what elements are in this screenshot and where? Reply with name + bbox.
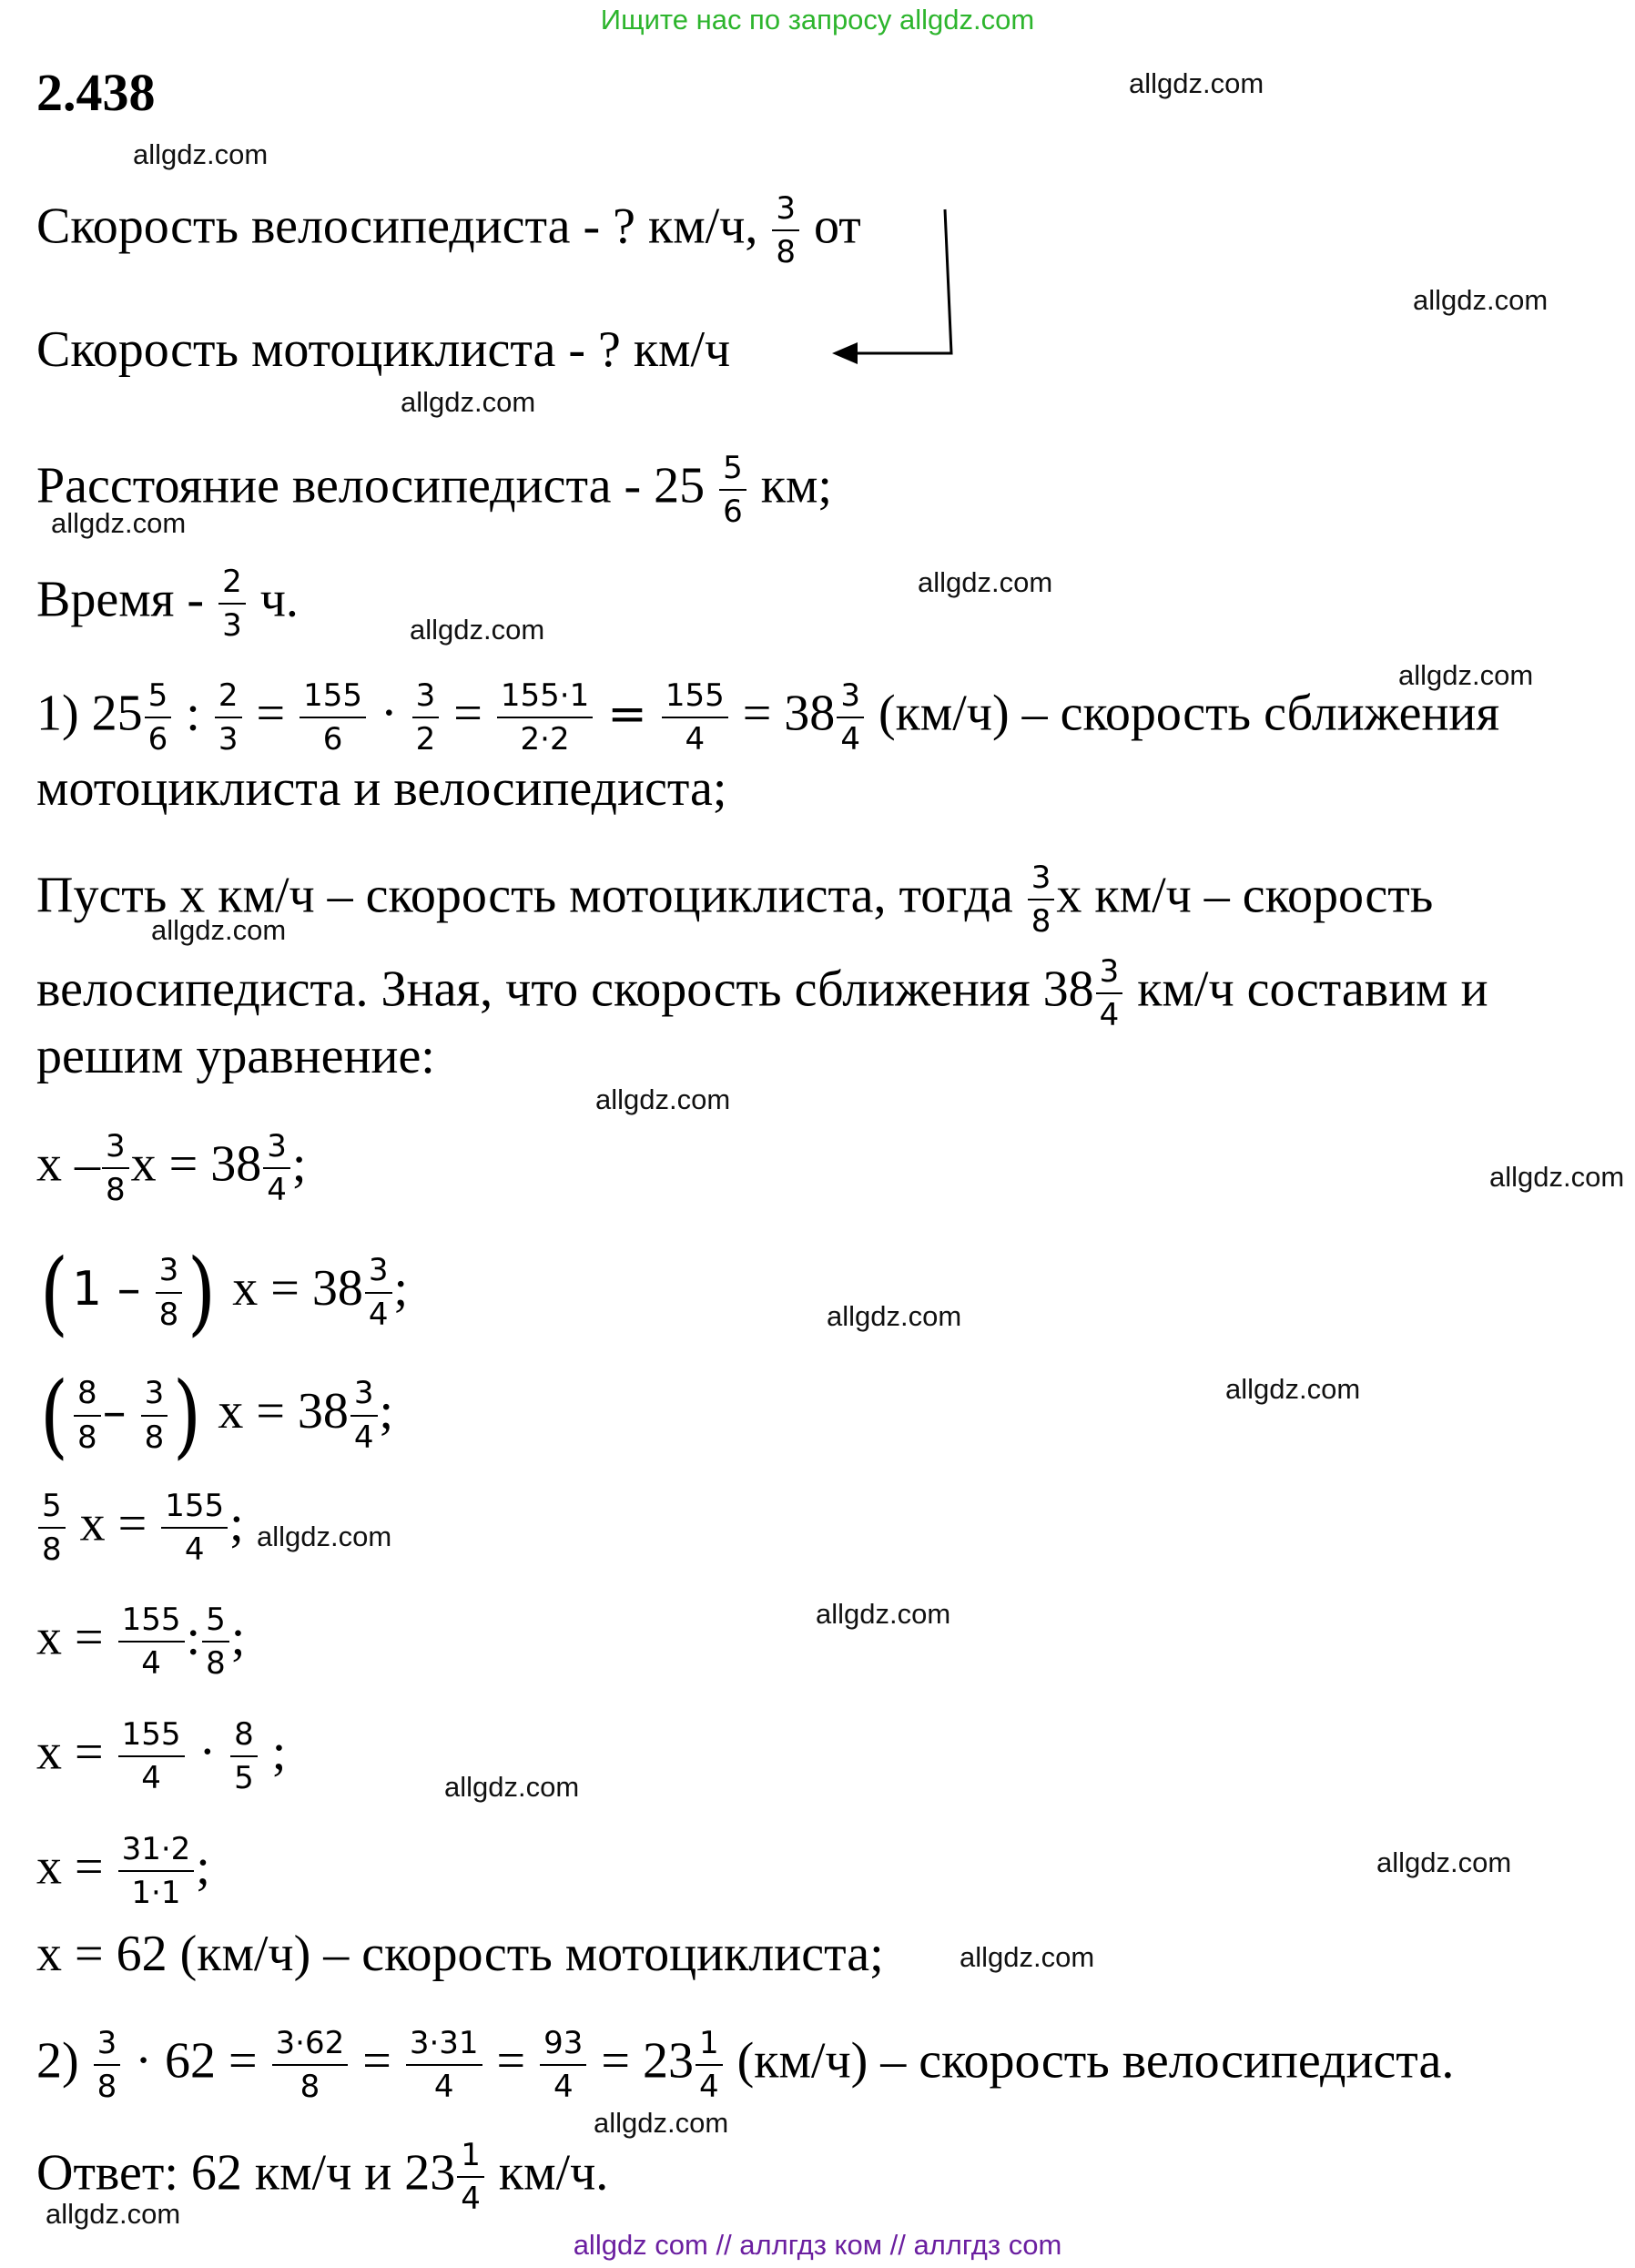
watermark: allgdz.com: [51, 507, 187, 539]
equation-4: $\frac{5}{8}$ x = $\frac{155}{4}$ ;: [36, 1489, 244, 1568]
given-distance: Расстояние велосипедиста - 25 $\frac{5}{6}$ км;: [36, 450, 832, 531]
watermark: allgdz.com: [594, 2107, 729, 2139]
watermark: allgdz.com: [133, 138, 269, 170]
para-line1: Пусть x км/ч – скорость мотоциклиста, тогда $\frac{3}{8}$ x км/ч – скорость: [36, 859, 1434, 941]
para-line2: велосипедиста. Зная, что скорость сближения 38 $\frac{3}{4}$ км/ч составим и: [36, 953, 1488, 1034]
equation-6: x = $\frac{155}{4}$ · $\frac{8}{5}$ ;: [36, 1716, 287, 1797]
fraction-5-6: $\frac{5}{6}$: [719, 451, 746, 530]
equation-2: (1 – $\frac{3}{8}$ ) x = 38 $\frac{3}{4}$ ;: [39, 1239, 409, 1346]
watermark: allgdz.com: [1129, 67, 1264, 99]
given-cyclist-speed: Скорость велосипедиста - ? км/ч, $\frac{3}{8}$ от: [36, 190, 861, 271]
equation-7: x = $\frac{31\cdot 2}{1\cdot 1}$ ;: [36, 1831, 210, 1912]
bottom-banner[interactable]: allgdz com // аллгдз ком // аллгдз com: [573, 2229, 1062, 2261]
watermark: allgdz.com: [1398, 659, 1534, 691]
watermark: allgdz.com: [1376, 1846, 1512, 1878]
problem-number: 2.438: [36, 63, 156, 122]
given-moto-speed: Скорость мотоциклиста - ? км/ч: [36, 321, 731, 378]
watermark: allgdz.com: [46, 2198, 181, 2230]
watermark: allgdz.com: [816, 1598, 951, 1630]
fraction-2-3: $\frac{2}{3}$: [218, 564, 246, 644]
arrow-icon: [819, 200, 965, 373]
watermark: allgdz.com: [401, 386, 536, 418]
step1-line: 1) 25 $\frac{5}{6}$ : $\frac{2}{3}$ = $\frac{155}{6}$ · $\frac{3}{2}$ = $\frac{155\cdot 1}{2\cdot 2}$ = $\frac{155}{4}$ = 38 $\frac{3}{4}$ (км/ч) – скорость сближения: [36, 677, 1500, 758]
watermark: allgdz.com: [1413, 284, 1549, 316]
equation-1: x – $\frac{3}{8}$ x = 38 $\frac{3}{4}$ ;: [36, 1128, 307, 1209]
watermark: allgdz.com: [918, 566, 1053, 598]
top-banner[interactable]: Ищите нас по запросу allgdz.com: [600, 4, 1035, 36]
watermark: allgdz.com: [960, 1941, 1095, 1973]
watermark: allgdz.com: [1489, 1161, 1625, 1193]
para-line3: решим уравнение:: [36, 1028, 435, 1084]
step1-line2: мотоциклиста и велосипедиста;: [36, 760, 727, 817]
watermark: allgdz.com: [151, 914, 287, 946]
watermark: allgdz.com: [410, 614, 545, 646]
watermark: allgdz.com: [444, 1771, 580, 1803]
answer-line: Ответ: 62 км/ч и 23 $\frac{1}{4}$ км/ч.: [36, 2137, 609, 2218]
watermark: allgdz.com: [1225, 1373, 1361, 1405]
equation-3: ( $\frac{8}{8}$ – $\frac{3}{8}$ ) x = 38 $\frac{3}{4}$ ;: [39, 1362, 394, 1469]
given-time: Время - $\frac{2}{3}$ ч.: [36, 564, 299, 645]
step2-line: 2) $\frac{3}{8}$ · 62 = $\frac{3\cdot 62}{8}$ = $\frac{3\cdot 31}{4}$ = $\frac{93}{4}$ = 23 $\frac{1}{4}$ (км/ч) – скорость велосипедиста.: [36, 2025, 1455, 2106]
watermark: allgdz.com: [827, 1300, 962, 1332]
fraction-3-8: $\frac{3}{8}$: [772, 191, 799, 270]
equation-5: x = $\frac{155}{4}$ : $\frac{5}{8}$ ;: [36, 1602, 246, 1683]
watermark: allgdz.com: [257, 1520, 392, 1552]
equation-8: x = 62 (км/ч) – скорость мотоциклиста;: [36, 1926, 884, 1982]
watermark: allgdz.com: [595, 1083, 731, 1115]
